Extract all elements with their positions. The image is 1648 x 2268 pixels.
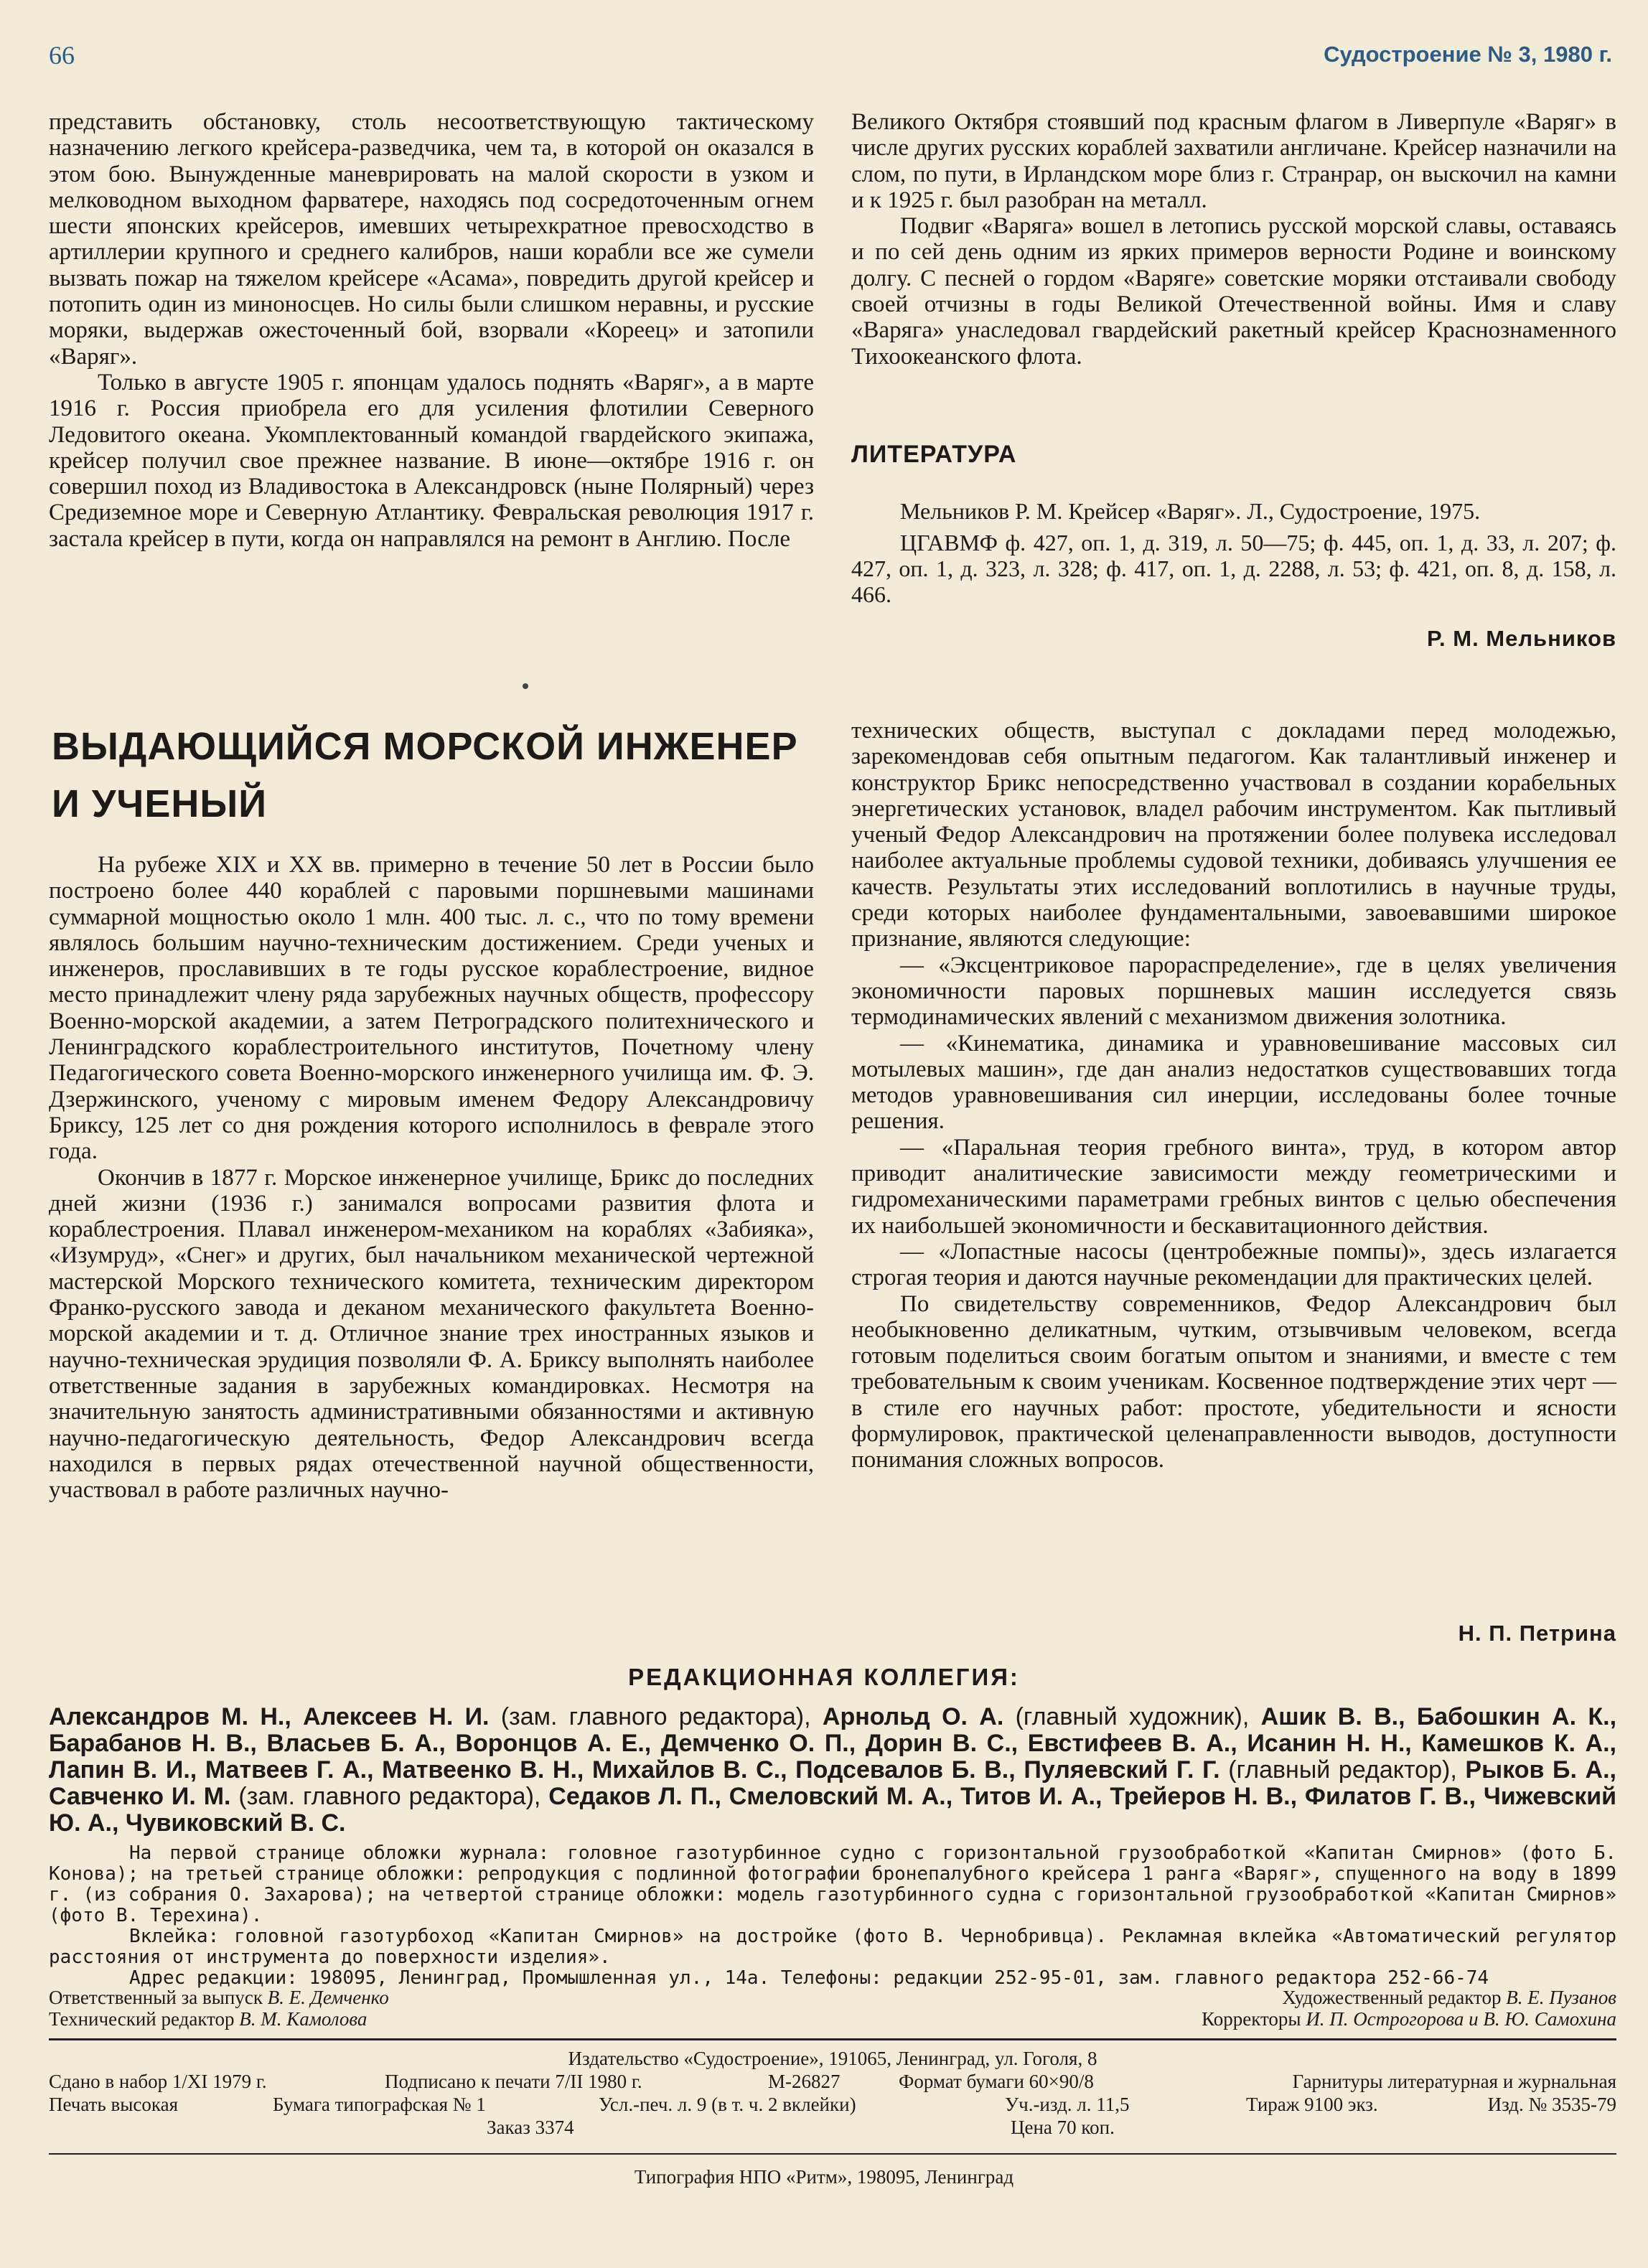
author-signature: Р. М. Мельников xyxy=(1427,626,1616,651)
paragraph: — «Эксцентриковое парораспределение», где в целях увеличения экономичности паровых поршневых машин исследуется связь термодинамических явлений с механизмом движения золотника. xyxy=(851,952,1616,1031)
page-number: 66 xyxy=(49,41,75,70)
board-member: Ашик В. В., Бабошкин А. К., Барабанов Н. В., Власьев Б. А., Воронцов А. Е., Демченко О. П., Дорин В. С., Евстифеев В. А., Исанин Н. Н., Камешков К. А., Лапин В. И., Матвеев Г. А., Матвеенко В. Н., Михайлов В. С., Подсевалов Б. В., Пуляевский Г. Г. xyxy=(49,1703,1617,1784)
article2-column-left xyxy=(49,852,814,1503)
separator-dot xyxy=(523,683,528,689)
board-member: Рыков Б. А., Савченко И. М. xyxy=(49,1756,1616,1810)
staff-label: Корректоры xyxy=(1202,2008,1301,2030)
staff-name: В. Е. Демченко xyxy=(267,1987,389,2008)
imprint xyxy=(49,2047,1616,2139)
staff-name: И. П. Острогорова и В. Ю. Самохина xyxy=(1306,2008,1616,2030)
divider xyxy=(49,2153,1616,2155)
paragraph: По свидетельству современников, Федор Александрович был необыкновенно деликатным, чутким, отзывчивым человеком, всегда готовым поделиться своим богатым опытом и знаниями, и вместе с тем требовательным к своим ученикам. Косвенное подтверждение этих черт — в стиле его научных работ: простоте, убедительности и ясности формулировок, практической целенаправленности выводов, доступности понимания сложных вопросов. xyxy=(851,1290,1616,1473)
staff-name: В. Е. Пузанов xyxy=(1506,1987,1616,2008)
board-role: (главный редактор), xyxy=(1228,1756,1457,1784)
headline-line: И УЧЕНЫЙ xyxy=(52,782,268,825)
cover-note: На первой странице обложки журнала: головное газотурбинное судно с горизонтальной грузообработкой «Капитан Смирнов» (фото Б. Конова); на третьей странице обложки: репродукция с подлинной фотографии бронепалубного крейсера 1 ранга «Варяг», спущенного на воду в 1899 г. (из собрания О. Захарова); на четвертой странице обложки: модель газотурбинного судна с горизонтальной грузообработкой «Капитан Смирнов» (фото В. Терехина). xyxy=(49,1842,1616,1926)
article2-column-right xyxy=(851,718,1616,1473)
imprint-cell: Подписано к печати 7/II 1980 г. xyxy=(385,2071,642,2092)
board-role: (главный художник), xyxy=(1015,1703,1250,1730)
paragraph: — «Паральная теория гребного винта», труд, в котором автор приводит аналитические зависимости между геометрическими и гидромеханическими параметрами гребных винтов с целью обеспечения их наибольшей экономичности и бескавитационного действия. xyxy=(851,1134,1616,1239)
paragraph: Только в августе 1905 г. японцам удалось поднять «Варяг», а в марте 1916 г. Россия приобрела его для усиления флотилии Северного Ледовитого океана. Укомплектованный командой гвардейского экипажа, крейсер получил свое прежнее название. В июне—октябре 1916 г. он совершил поход из Владивостока в Александровск (ныне Полярный) через Средиземное море и Северную Атлантику. Февральская революция 1917 г. застала крейсер в пути, когда он направлялся на ремонт в Англию. После xyxy=(49,369,814,552)
insert-note: Вклейка: головной газотурбоход «Капитан Смирнов» на достройке (фото В. Чернобривца). Рекламная вклейка «Автоматический регулятор расстояния от инструмента до поверхности изделия». xyxy=(49,1926,1616,1968)
imprint-cell: Уч.-изд. л. 11,5 xyxy=(1005,2094,1130,2115)
literature-list xyxy=(851,498,1616,613)
staff-label: Художественный редактор xyxy=(1282,1987,1502,2008)
imprint-cell: Цена 70 коп. xyxy=(1011,2117,1115,2138)
paragraph: На рубеже XIX и XX вв. примерно в течение 50 лет в России было построено более 440 кораблей с паровыми поршневыми машинами суммарной мощностью около 1 млн. 400 тыс. л. с., что по тому времени являлось большим научно-техническим достижением. Среди ученых и инженеров, прославивших в те годы русское кораблестроение, видное место принадлежит члену ряда зарубежных научных обществ, профессору Военно-морской академии, а затем Петроградского политехнического и Ленинградского кораблестроительного институтов, Почетному члену Педагогического совета Военно-морского инженерного училища им. Ф. Э. Дзержинского, ученому с мировым именем Федору Александровичу Бриксу, 125 лет со дня рождения которого исполнилось в феврале этого года. xyxy=(49,852,814,1165)
imprint-cell: Сдано в набор 1/XI 1979 г. xyxy=(49,2071,267,2092)
paragraph: Великого Октября стоявший под красным флагом в Ливерпуле «Варяг» в числе других русских кораблей захватили англичане. Крейсер назначили на слом, по пути, в Ирландском море близ г. Странрар, он выскочил на камни и к 1925 г. был разобран на металл. xyxy=(851,109,1616,213)
imprint-cell: Изд. № 3535-79 xyxy=(1487,2094,1616,2115)
editorial-board-title: РЕДАКЦИОННАЯ КОЛЛЕГИЯ: xyxy=(628,1664,1020,1690)
imprint-cell: Усл.-печ. л. 9 (в т. ч. 2 вклейки) xyxy=(599,2094,856,2115)
divider xyxy=(49,2038,1616,2040)
staff-right xyxy=(1202,1987,1616,2030)
author-signature: Н. П. Петрина xyxy=(1458,1621,1616,1646)
paragraph: — «Лопастные насосы (центробежные помпы)», здесь излагается строгая теория и даются научные рекомендации для практических целей. xyxy=(851,1238,1616,1291)
board-member: Седаков Л. П., Смеловский М. А., Титов И. А., Трейеров Н. В., Филатов Г. В., Чижевский Ю. А., Чувиковский В. С. xyxy=(49,1783,1617,1837)
staff-label: Технический редактор xyxy=(49,2008,235,2030)
article1-column-right xyxy=(851,109,1616,370)
staff-name: В. М. Камолова xyxy=(239,2008,367,2030)
publisher: Издательство «Судостроение», 191065, Ленинград, ул. Гоголя, 8 xyxy=(568,2048,1097,2069)
literature-item: Мельников Р. М. Крейсер «Варяг». Л., Судостроение, 1975. xyxy=(900,498,1481,524)
cover-notes xyxy=(49,1843,1616,1989)
imprint-row xyxy=(49,2116,1616,2139)
imprint-row xyxy=(49,2093,1616,2116)
imprint-row xyxy=(49,2070,1616,2093)
imprint-cell: Гарнитуры литературная и журнальная xyxy=(1292,2071,1616,2092)
article1-column-left xyxy=(49,109,814,552)
board-role: (зам. главного редактора), xyxy=(500,1703,811,1730)
paragraph: — «Кинематика, динамика и уравновешивание массовых сил мотылевых машин», где дан анализ недостатков существовавших тогда методов уравновешивания сил инерции, исследованы более точные решения. xyxy=(851,1030,1616,1135)
staff-label: Ответственный за выпуск xyxy=(49,1987,263,2008)
paragraph: Окончив в 1877 г. Морское инженерное училище, Брикс до последних дней жизни (1936 г.) занимался вопросами развития флота и кораблестроения. Плавал инженером-механиком на кораблях «Забияка», «Изумруд», «Снег» и других, был начальником механической чертежной мастерской Морского технического комитета, техническим директором Франко-русского завода и деканом механического факультета Военно-морской академии и т. д. Отличное знание трех иностранных языков и научно-техническая эрудиция позволяли Ф. А. Бриксу выполнять наиболее ответственные задания в зарубежных командировках. Несмотря на значительную занятость административными обязанностями и активную научно-педагогическую деятельность, Федор Александрович всегда находился в первых рядах отечественной научной общественности, участвовал в работе различных научно- xyxy=(49,1164,814,1504)
paragraph: представить обстановку, столь несоответствующую тактическому назначению легкого крейсера-разведчика, чем та, в которой он оказался в этом бою. Вынужденные маневрировать на малой скорости в узком и мелководном выходном фарватере, находясь под сосредоточенным огнем шести японских крейсеров, имевших четырехкратное превосходство в артиллерии крупного и среднего калибров, наши корабли все же сумели вызвать пожар на тяжелом крейсере «Асама», повредить другой крейсер и потопить один из миноносцев. Но силы были слишком неравны, и русские моряки, выдержав ожесточенный бой, взорвали «Кореец» и затопили «Варяг». xyxy=(49,109,814,370)
board-member: Алексеев Н. И. xyxy=(303,1703,490,1730)
editorial-board-list xyxy=(49,1704,1616,1837)
headline-line: ВЫДАЮЩИЙСЯ МОРСКОЙ ИНЖЕНЕР xyxy=(52,725,798,768)
journal-title: Судостроение № 3, 1980 г. xyxy=(1324,42,1612,67)
board-member: Арнольд О. А. xyxy=(822,1703,1004,1730)
board-member: Александров М. Н., xyxy=(49,1703,291,1730)
paragraph: технических обществ, выступал с докладами перед молодежью, зарекомендовав себя опытным педагогом. Как талантливый инженер и конструктор Брикс непосредственно участвовал в создании корабельных энергетических установок, владел рабочим инструментом. Как пытливый ученый Федор Александрович на протяжении более полувека исследовал наиболее актуальные проблемы судовой техники, добиваясь улучшения ее качеств. Результаты этих исследований воплотились в научные труды, среди которых наиболее фундаментальными, завоевавшими широкое признание, являются следующие: xyxy=(851,718,1616,952)
imprint-cell: Тираж 9100 экз. xyxy=(1246,2094,1378,2115)
editorial-address: Адрес редакции: 198095, Ленинград, Промышленная ул., 14а. Телефоны: редакции 252-95-01, зам. главного редактора 252-66-74 xyxy=(129,1967,1489,1989)
literature-item: ЦГАВМФ ф. 427, оп. 1, д. 319, л. 50—75; ф. 445, оп. 1, д. 33, л. 207; ф. 427, оп. 1, д. 323, л. 328; ф. 417, оп. 1, д. 2288, л. 53; ф. 421, оп. 8, д. 158, л. 466. xyxy=(851,530,1616,607)
imprint-cell: Печать высокая xyxy=(49,2094,179,2115)
board-role: (зам. главного редактора), xyxy=(238,1783,541,1810)
paragraph: Подвиг «Варяга» вошел в летопись русской морской славы, оставаясь и по сей день одним из ярких примеров верности Родине и воинскому долгу. С песней о гордом «Варяге» советские моряки отстаивали свободу своей отчизны в годы Великой Отечественной войны. Имя и славу «Варяга» унаследовал гвардейский ракетный крейсер Краснознаменного Тихоокеанского флота. xyxy=(851,213,1616,370)
imprint-cell: Бумага типографская № 1 xyxy=(273,2094,486,2115)
imprint-row xyxy=(49,2047,1616,2070)
staff-left xyxy=(49,1987,389,2030)
printer: Типография НПО «Ритм», 198095, Ленинград xyxy=(634,2166,1014,2188)
imprint-cell: Заказ 3374 xyxy=(487,2117,574,2138)
article-headline xyxy=(52,718,805,833)
imprint-cell: Формат бумаги 60×90/8 xyxy=(899,2071,1094,2092)
imprint-cell: М-26827 xyxy=(768,2071,841,2092)
literature-heading: ЛИТЕРАТУРА xyxy=(851,441,1017,468)
